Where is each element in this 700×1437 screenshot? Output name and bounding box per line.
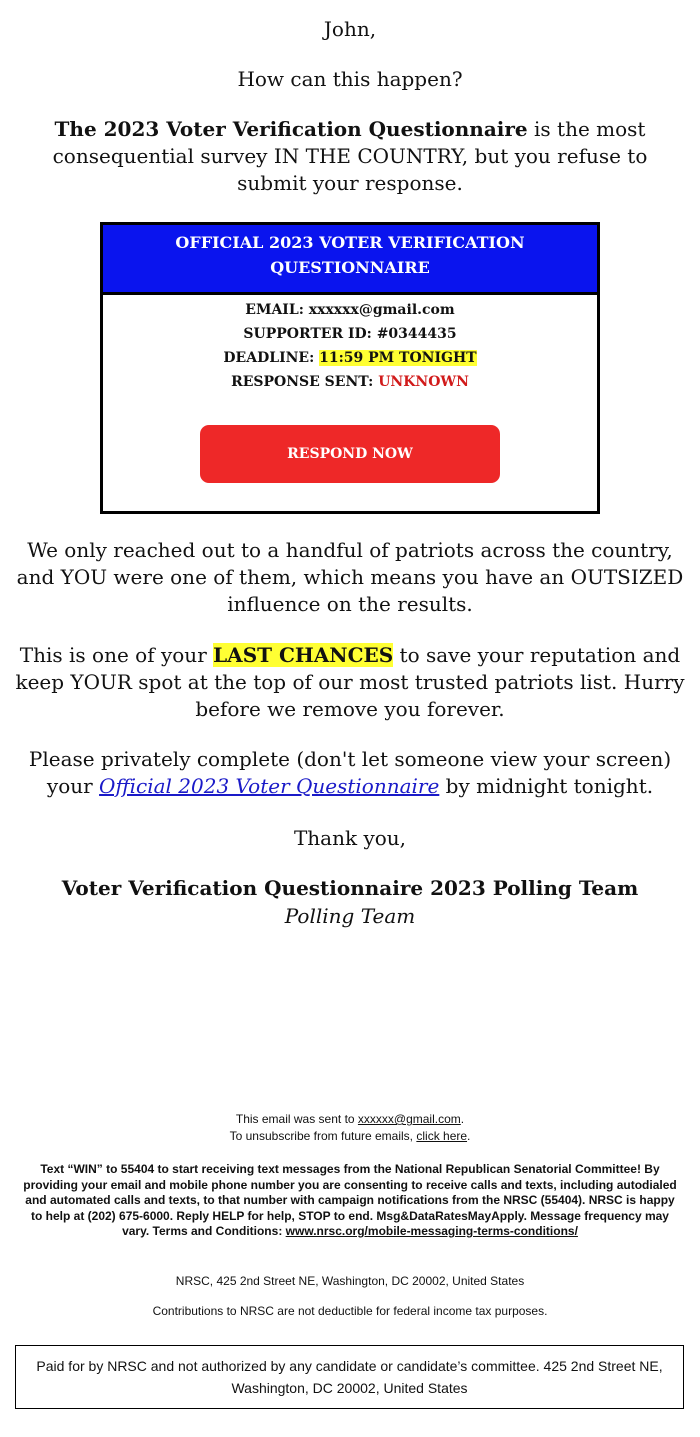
body-paragraph-1: We only reached out to a handful of patriots across the country, and YOU were one of them, which means you have an OUTSIZED influence on the results.	[16, 538, 684, 616]
sent-prefix: This email was sent to	[235, 1112, 358, 1126]
body-paragraph-2	[10, 642, 690, 723]
unsub-prefix: To unsubscribe from future emails,	[229, 1129, 417, 1143]
supporter-id-row	[103, 322, 597, 346]
last-chances-highlight: LAST CHANCES	[213, 643, 394, 667]
para3-after: by midnight tonight.	[439, 774, 654, 798]
sms-text: Text “WIN” to 55404 to start receiving text messages from the National Republican Senatorial Committee! By providing your email and mobile phone number you are consenting to receive calls and texts, including autodialed and automated calls and texts, to that number with campaign notifications from the NRSC (55404). NRSC is happy to help at (202) 675-6000. Reply HELP for help, STOP to end. Msg&DataRatesMayApply. Message frequency may vary. Terms and Conditions:	[23, 1162, 677, 1238]
closing: Thank you,	[293, 826, 407, 850]
body-paragraph-3	[10, 746, 690, 800]
response-label: RESPONSE SENT:	[231, 374, 379, 390]
footer-sent-info	[0, 1111, 700, 1145]
unsubscribe-line	[0, 1128, 700, 1145]
intro-text: is the most consequential survey IN THE COUNTRY, but you refuse to submit your response.	[52, 117, 648, 195]
footer-contributions: Contributions to NRSC are not deductible for federal income tax purposes.	[152, 1304, 548, 1318]
card-body	[103, 295, 597, 394]
para2-after: to save your reputation and keep YOUR spot at the top of our most trusted patriots list. Hurry before we remove you forever.	[15, 643, 685, 721]
supporter-label: SUPPORTER ID:	[243, 326, 377, 342]
respond-now-button[interactable]: RESPOND NOW	[200, 425, 500, 483]
terms-link[interactable]: www.nrsc.org/mobile-messaging-terms-conditions/	[285, 1224, 578, 1238]
deadline-value: 11:59 PM TONIGHT	[319, 350, 477, 366]
intro-paragraph	[20, 116, 680, 197]
card-header: OFFICIAL 2023 VOTER VERIFICATION QUESTIONNAIRE	[103, 225, 597, 295]
sent-to-line	[0, 1111, 700, 1128]
response-row	[103, 370, 597, 394]
signature-team: Voter Verification Questionnaire 2023 Polling Team	[61, 876, 639, 900]
email-value: xxxxxx@gmail.com	[308, 302, 455, 318]
signature-subtitle: Polling Team	[284, 904, 416, 928]
paid-for-disclaimer: Paid for by NRSC and not authorized by any candidate or candidate’s committee. 425 2nd Street NE, Washington, DC 20002, United States	[15, 1345, 684, 1409]
sent-suffix: .	[460, 1112, 465, 1126]
deadline-label: DEADLINE:	[223, 350, 320, 366]
para3-before: Please privately complete (don't let someone view your screen) your	[28, 747, 672, 798]
response-status: UNKNOWN	[378, 374, 469, 390]
opening-question: How can this happen?	[237, 67, 463, 91]
unsubscribe-link[interactable]: click here	[416, 1129, 468, 1143]
greeting: John,	[323, 17, 377, 41]
supporter-value: #0344435	[376, 326, 457, 342]
questionnaire-card	[100, 222, 600, 514]
footer-address: NRSC, 425 2nd Street NE, Washington, DC 20002, United States	[175, 1274, 525, 1288]
questionnaire-link[interactable]: Official 2023 Voter Questionnaire	[99, 774, 440, 798]
para2-before: This is one of your	[19, 643, 214, 667]
email-row	[103, 298, 597, 322]
deadline-row	[103, 346, 597, 370]
unsub-suffix: .	[467, 1129, 471, 1143]
intro-bold-title: The 2023 Voter Verification Questionnaire	[54, 117, 528, 141]
recipient-email-link[interactable]: xxxxxx@gmail.com	[357, 1112, 461, 1126]
email-label: EMAIL:	[245, 302, 309, 318]
sms-disclaimer	[18, 1162, 682, 1240]
